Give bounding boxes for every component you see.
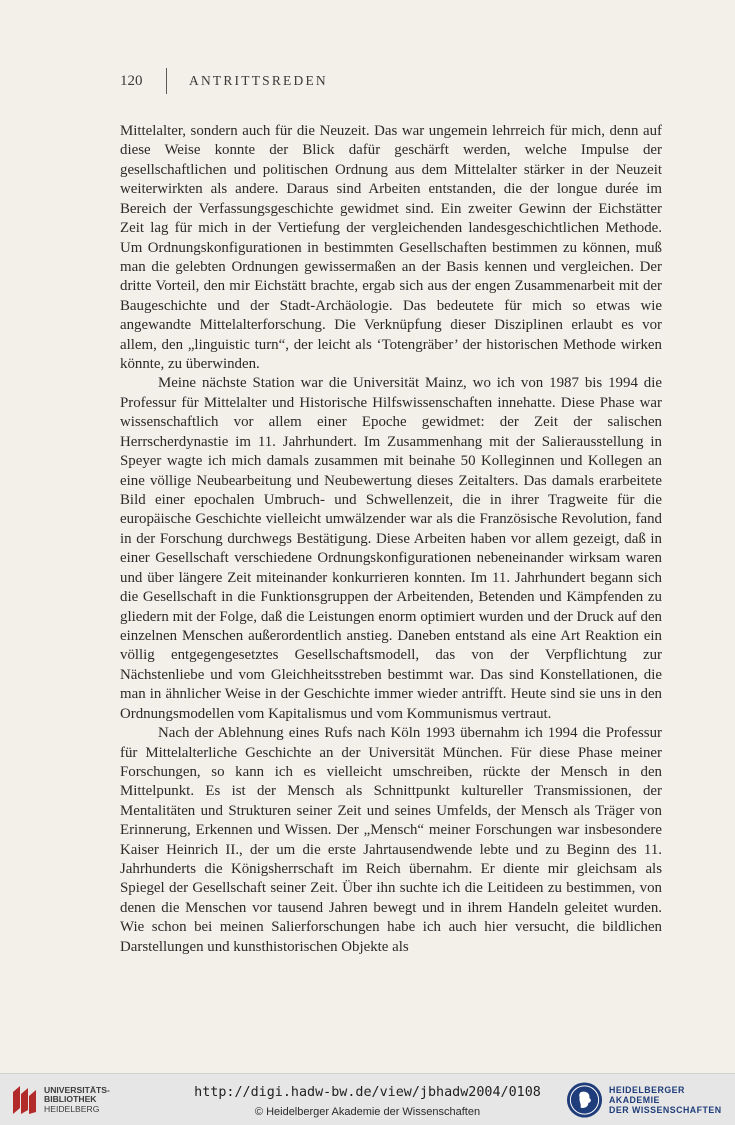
page-number: 120 <box>120 72 143 89</box>
paragraph: Nach der Ablehnung eines Rufs nach Köln 1993 übernahm ich 1994 die Professur für Mittelalterliche Geschichte an der Universität München. Für diese Phase meiner Forschungen, so kann ich es vielleicht umschreiben, rückte der Mensch in den Mittelpunkt. Es ist der Mensch als Schnittpunkt kultureller Transmissionen, der Mentalitäten und Strukturen seiner Zeit und seines Umfelds, der Mensch als Träger von Erinnerung, Erkennen und Wissen. Der „Mensch“ meiner Forschungen war insbesondere Kaiser Heinrich II., der um die erste Jahrtausendwende lebte und zu Beginn des 11. Jahrhunderts die Königsherrschaft im Reich übernahm. Er diente mir gleichsam als Spiegel der Gesellschaft seiner Zeit. Über ihn suchte ich die Leitideen zu bestimmen, von denen die Menschen vor tausend Jahren bewegt und in ihrem Handeln geleitet wurden. Wie schon bei meinen Salierforschungen habe ich auch hier versucht, die bildlichen Darstellungen und kunsthistorischen Objekte als <box>120 725 662 955</box>
academy-seal-icon <box>566 1081 603 1119</box>
library-logo-text: UNIVERSITÄTS- BIBLIOTHEK HEIDELBERG <box>44 1084 110 1114</box>
academy-logo-text: HEIDELBERGER AKADEMIE DER WISSENSCHAFTEN <box>609 1084 722 1116</box>
paragraph: Meine nächste Station war die Universität Mainz, wo ich von 1987 bis 1994 die Professur für Mittelalter und Historische Hilfswissenschaften innehatte. Diese Phase war wissenschaftlich vor allem einer Epoche gewidmet: der Zeit der salischen Herrscherdynastie im 11. Jahrhundert. Im Zusammenhang mit der Salierausstellung in Speyer wagte ich mich damals zusammen mit beinahe 50 Kolleginnen und Kollegen an eine völlige Neubearbeitung und Neubewertung dieses Zeitalters. Das damals erarbeitete Bild einer epochalen Umbruch- und Schwellenzeit, die in ihrer Tragweite für die europäische Geschichte vielleicht umwälzender war als die Französische Revolution, fand in der Forschung durchwegs Bestätigung. Diese Arbeiten haben vor allem gezeigt, daß in einer Gesellschaft verschiedene Ordnungskonfigurationen nebeneinander wirksam waren und über längere Zeit miteinander konkurrieren konnten. Im 11. Jahrhundert begann sich die Gesellschaft in die Funktionsgruppen der Arbeitenden, Betenden und Kämpfenden zu gliedern mit der Folge, daß die Leistungen enorm optimiert wurden und der Druck auf den einzelnen Menschen außerordentlich anstieg. Daneben entstand als eine Art Reaktion ein völlig entgegengesetztes Gesellschaftsmodell, das von der Verpflichtung zur Nächstenliebe und vom Gleichheitsstreben bestimmt war. Das sind Konstellationen, die man in ähnlicher Weise in der Geschichte immer wieder antrifft. Heute sind sie uns in den Ordnungsmodellen vom Kapitalismus und vom Kommunismus vertraut. <box>120 375 662 722</box>
viewer-footer <box>0 1073 735 1125</box>
running-head <box>120 68 328 94</box>
academy-logo[interactable] <box>566 1080 735 1120</box>
paragraph: Mittelalter, sondern auch für die Neuzeit. Das war ungemein lehrreich für mich, denn auf diese Weise konnte der Blick dafür geschärft werden, welche Impulse der gesellschaftlichen und politischen Ordnung aus dem Mittelalter stärker in der Neuzeit weiterwirkten als andere. Daraus sind Arbeiten entstanden, die der longue durée im Bereich der Verfassungsgeschichte gewidmet sind. Ein zweiter Gewinn der Eichstätter Zeit lag für mich in der Vertiefung der vergleichenden landesgeschichtlichen Methode. Um Ordnungskonfigurationen in bestimmten Gesellschaften bestimmen zu können, muß man die gelebten Ordnungen gewissermaßen an der Basis kennen und vergleichen. Der dritte Vorteil, den mir Eichstätt brachte, ergab sich aus der engen Zusammenarbeit mit der Baugeschichte und der Stadt-Archäologie. Das bedeutete für mich so etwas wie angewandte Mittelalterforschung. Die Verknüpfung dieser Disziplinen erlaubt es vor allem, den „linguistic turn“, der leicht als ‘Totengräber’ der historischen Methode wirken könnte, zu überwinden. <box>120 123 662 373</box>
running-title: ANTRITTSREDEN <box>189 73 328 88</box>
header-divider <box>166 68 167 94</box>
copyright-notice: © Heidelberger Akademie der Wissenschaften <box>254 1106 481 1118</box>
document-url-link[interactable]: http://digi.hadw-bw.de/view/jbhadw2004/0108 <box>194 1085 541 1100</box>
body-text <box>120 122 662 957</box>
